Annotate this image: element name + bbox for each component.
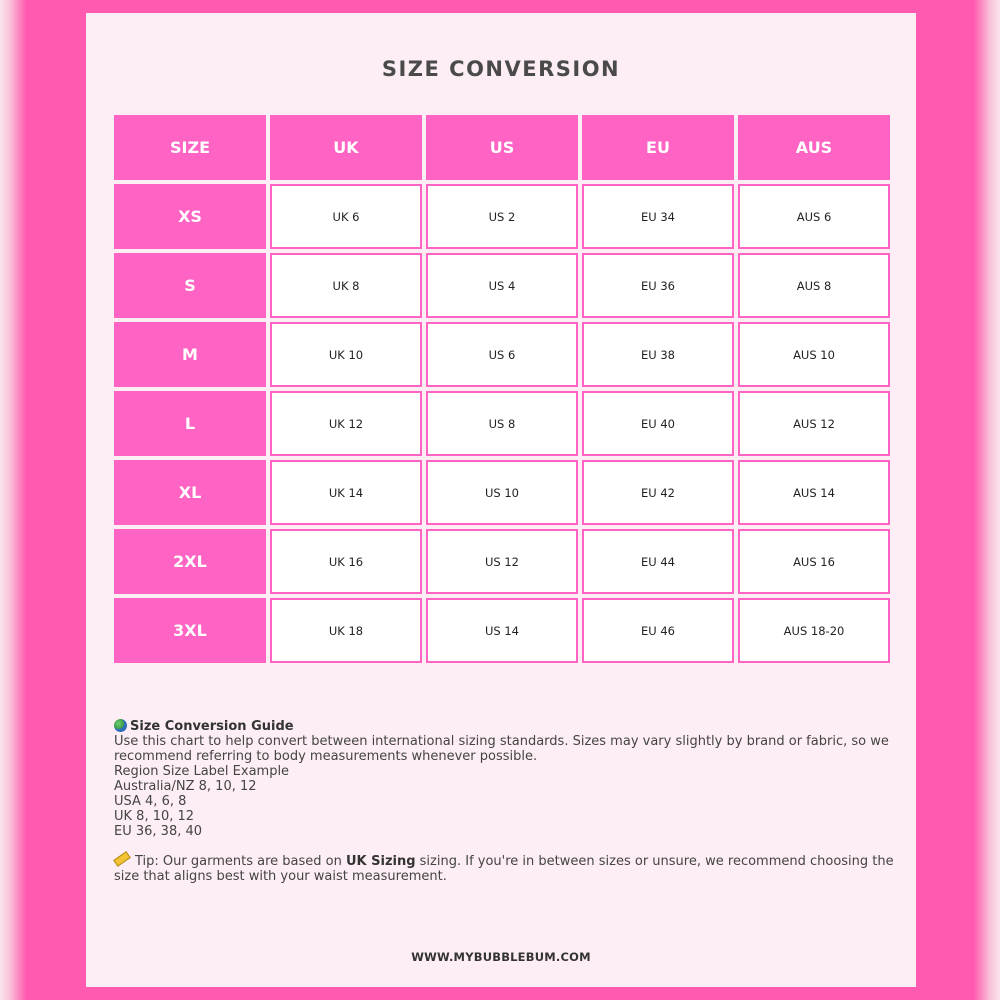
guide-line: UK 8, 10, 12 — [114, 809, 195, 824]
uk-cell: UK 18 — [270, 598, 422, 663]
size-chart-sheet — [86, 13, 916, 987]
header-aus: AUS — [738, 115, 890, 180]
uk-cell: UK 14 — [270, 460, 422, 525]
us-cell: US 12 — [426, 529, 578, 594]
tip-suffix: sizing. If you're in between sizes or unsure, we recommend choosing the size that aligns best with your waist measurement. — [114, 854, 894, 884]
guide-body: Use this chart to help convert between international sizing standards. Sizes may vary slightly by brand or fabric, so we recommend referring to body measurements whenever possible. — [114, 734, 889, 764]
us-cell: US 6 — [426, 322, 578, 387]
us-cell: US 14 — [426, 598, 578, 663]
website-footer: WWW.MYBUBBLEBUM.COM — [411, 950, 591, 964]
size-table — [114, 115, 890, 663]
eu-cell: EU 42 — [582, 460, 734, 525]
aus-cell: AUS 10 — [738, 322, 890, 387]
aus-cell: AUS 16 — [738, 529, 890, 594]
header-us: US — [426, 115, 578, 180]
uk-cell: UK 12 — [270, 391, 422, 456]
us-cell: US 8 — [426, 391, 578, 456]
tip-emphasis: UK Sizing — [345, 854, 416, 869]
row-size-label: 2XL — [114, 529, 266, 594]
eu-cell: EU 34 — [582, 184, 734, 249]
aus-cell: AUS 8 — [738, 253, 890, 318]
uk-cell: UK 10 — [270, 322, 422, 387]
eu-cell: EU 40 — [582, 391, 734, 456]
guide-heading-line — [114, 719, 904, 734]
us-cell: US 10 — [426, 460, 578, 525]
row-size-label: S — [114, 253, 266, 318]
size-guide-notes — [114, 719, 904, 884]
header-eu: EU — [582, 115, 734, 180]
eu-cell: EU 46 — [582, 598, 734, 663]
ruler-icon — [113, 851, 131, 867]
uk-cell: UK 8 — [270, 253, 422, 318]
guide-line: Region Size Label Example — [114, 764, 290, 779]
eu-cell: EU 44 — [582, 529, 734, 594]
row-size-label: L — [114, 391, 266, 456]
header-uk: UK — [270, 115, 422, 180]
row-size-label: XS — [114, 184, 266, 249]
tip-prefix: Tip: Our garments are based on — [135, 854, 346, 869]
page-title: SIZE CONVERSION — [381, 57, 621, 81]
aus-cell: AUS 14 — [738, 460, 890, 525]
uk-cell: UK 6 — [270, 184, 422, 249]
row-size-label: XL — [114, 460, 266, 525]
header-size: SIZE — [114, 115, 266, 180]
aus-cell: AUS 18-20 — [738, 598, 890, 663]
eu-cell: EU 36 — [582, 253, 734, 318]
us-cell: US 4 — [426, 253, 578, 318]
aus-cell: AUS 12 — [738, 391, 890, 456]
row-size-label: 3XL — [114, 598, 266, 663]
uk-cell: UK 16 — [270, 529, 422, 594]
guide-heading: Size Conversion Guide — [130, 719, 294, 734]
us-cell: US 2 — [426, 184, 578, 249]
aus-cell: AUS 6 — [738, 184, 890, 249]
row-size-label: M — [114, 322, 266, 387]
guide-line: USA 4, 6, 8 — [114, 794, 187, 809]
globe-icon — [114, 719, 127, 732]
tip-text — [114, 854, 904, 884]
guide-line: EU 36, 38, 40 — [114, 824, 203, 839]
guide-line: Australia/NZ 8, 10, 12 — [114, 779, 257, 794]
eu-cell: EU 38 — [582, 322, 734, 387]
